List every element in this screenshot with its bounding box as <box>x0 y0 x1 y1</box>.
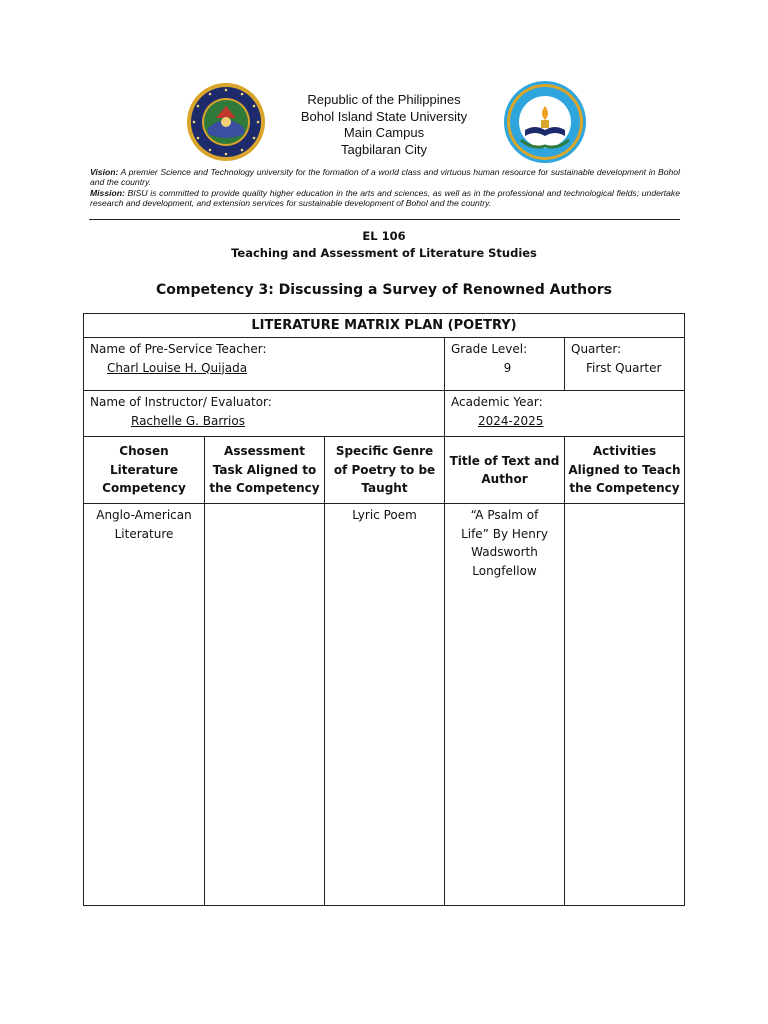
mission-statement <box>90 188 680 209</box>
year-cell <box>445 391 684 437</box>
table-cell: Lyric Poem <box>325 504 445 905</box>
course-code: EL 106 <box>362 229 406 243</box>
year-label: Academic Year: <box>451 395 543 409</box>
instructor-cell <box>84 391 445 437</box>
mission-label: Mission: <box>90 187 125 198</box>
table-cell <box>205 504 325 905</box>
university-seal-icon <box>186 82 266 162</box>
letterhead-campus: Main Campus <box>343 125 425 140</box>
table-cell <box>565 504 684 905</box>
teacher-label: Name of Pre-Service Teacher: <box>90 342 267 356</box>
vision-mission <box>90 167 680 209</box>
letterhead <box>270 92 498 158</box>
quarter-label: Quarter: <box>571 342 622 356</box>
teacher-value: Charl Louise H. Quijada <box>107 360 248 375</box>
column-header: Activities Aligned to Teach the Competency <box>565 437 684 504</box>
quarter-value: First Quarter <box>586 360 662 375</box>
college-education-seal-icon <box>503 80 587 164</box>
teacher-cell <box>84 338 445 391</box>
column-header: Assessment Task Aligned to the Competency <box>205 437 325 504</box>
letterhead-city: Tagbilaran City <box>341 141 427 157</box>
grade-label: Grade Level: <box>451 342 528 356</box>
competency-heading: Competency 3: Discussing a Survey of Renowned Authors <box>156 282 612 298</box>
letterhead-country: Republic of the Philippines <box>307 92 461 107</box>
table-cell: Anglo-American Literature <box>84 504 205 905</box>
matrix-title: LITERATURE MATRIX PLAN (POETRY) <box>84 314 684 338</box>
column-header: Specific Genre of Poetry to be Taught <box>325 437 445 504</box>
vision-text: A premier Science and Technology university for the formation of a world class and virtuous human resource for sustainable development in Bohol and the country. <box>90 167 680 188</box>
year-value: 2024-2025 <box>478 413 544 428</box>
letterhead-university: Bohol Island State University <box>300 108 468 124</box>
header-divider <box>89 219 680 220</box>
column-header: Title of Text and Author <box>445 437 565 504</box>
grade-cell <box>445 338 565 391</box>
instructor-value: Rachelle G. Barrios <box>131 413 245 428</box>
grade-value: 9 <box>503 360 512 375</box>
quarter-cell <box>565 338 684 391</box>
vision-label: Vision: <box>90 167 119 177</box>
literature-matrix-table <box>83 313 685 906</box>
course-title: Teaching and Assessment of Literature Studies <box>231 246 537 260</box>
instructor-label: Name of Instructor/ Evaluator: <box>90 395 272 409</box>
table-cell: “A Psalm of Life” By Henry Wadsworth Longfellow <box>445 504 565 905</box>
mission-text: BISU is committed to provide quality higher education in the arts and sciences, as well as in the professional and technological fields; undertake research and development, and extension services for sustainable development of Bohol and the country. <box>90 187 680 209</box>
column-header: Chosen Literature Competency <box>84 437 205 504</box>
vision-statement <box>90 167 680 188</box>
